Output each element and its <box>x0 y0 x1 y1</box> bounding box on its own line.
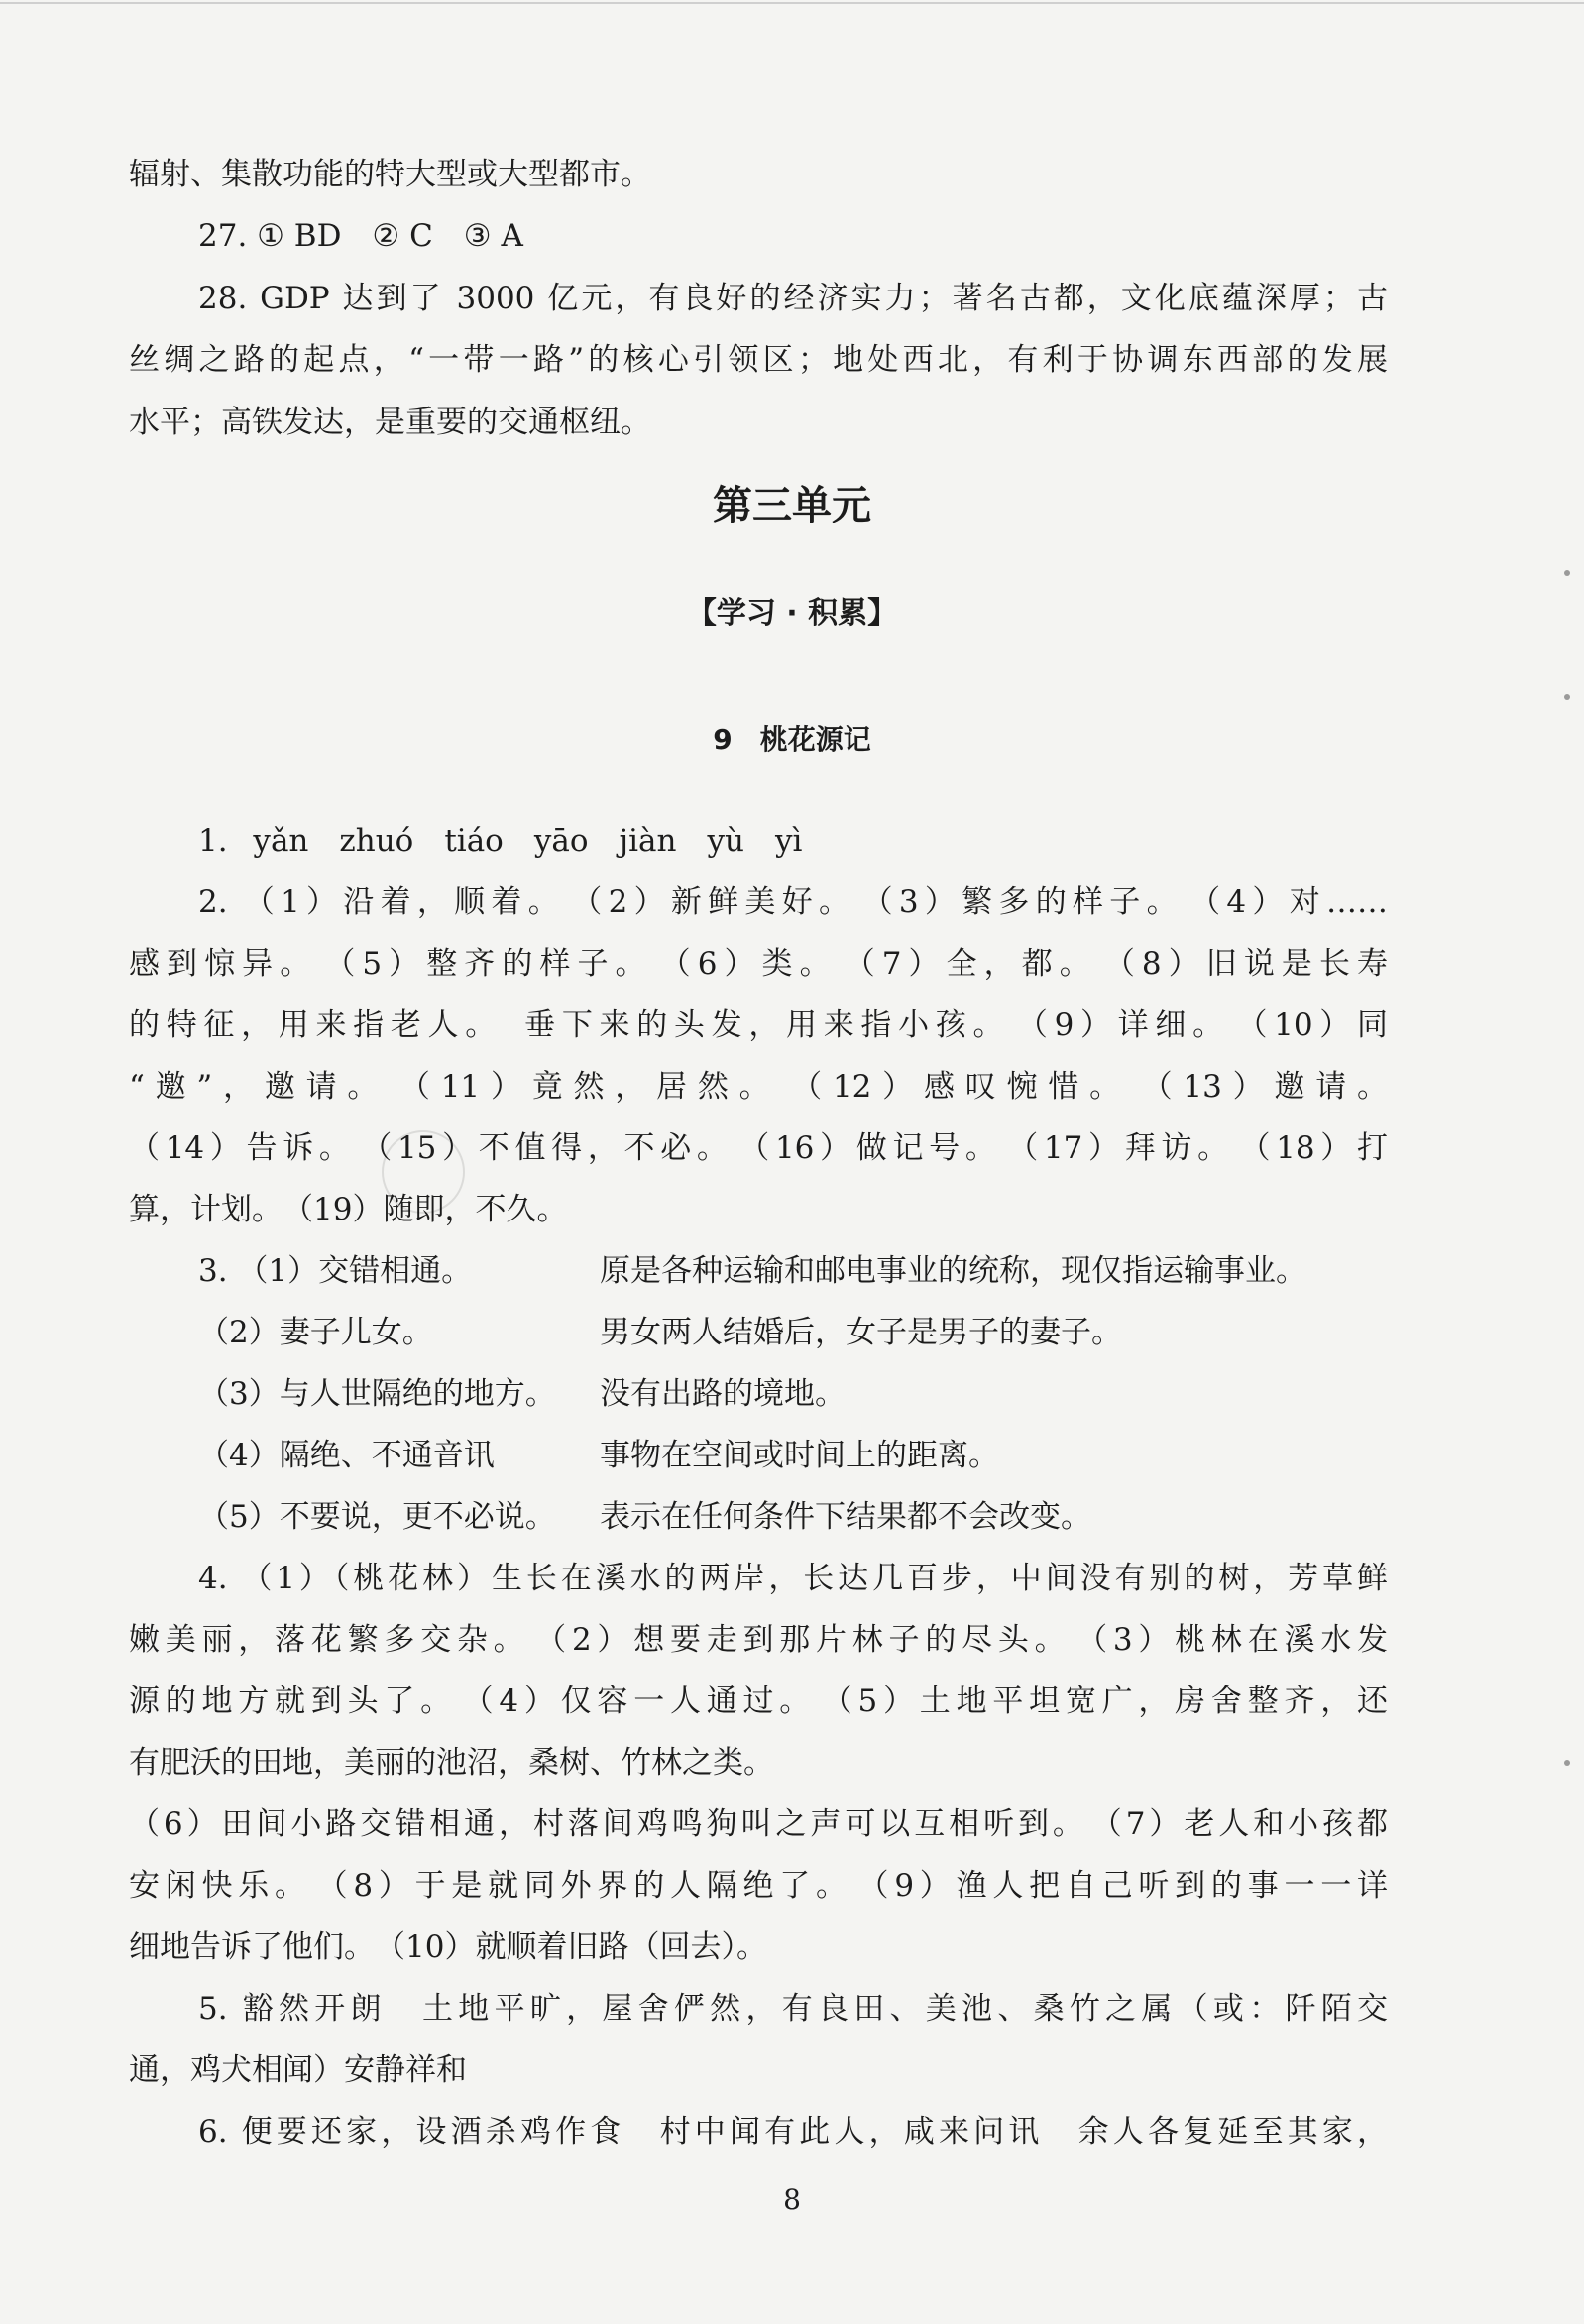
answer-3-left-4: （4）隔绝、不通音讯 <box>198 1438 495 1473</box>
answer-3-right-3: 没有出路的境地。 <box>600 1376 846 1412</box>
text-line: 辐射、集散功能的特大型或大型都市。 <box>129 157 651 192</box>
page-top-border <box>0 2 1584 4</box>
answer-4-line-2: 嫩美丽，落花繁多交杂。 （2）想要走到那片林子的尽头。 （3）桃林在溪水发 <box>129 1622 1388 1658</box>
answer-4-line-5: （6）田间小路交错相通，村落间鸡鸣狗叫之声可以互相听到。 （7）老人和小孩都 <box>129 1806 1388 1842</box>
watermark-icon <box>466 1596 704 1685</box>
answer-28-line-2: 丝绸之路的起点，“一带一路”的核心引领区；地处西北，有利于协调东西部的发展 <box>129 342 1388 378</box>
scan-dot-icon <box>1564 1760 1570 1766</box>
answer-4-line-1: 4. （1）（桃花林）生长在溪水的两岸，长达几百步，中间没有别的树，芳草鲜 <box>198 1561 1388 1596</box>
answer-5-line-1: 5. 豁然开朗 土地平旷，屋舍俨然，有良田、美池、桑竹之属（或：阡陌交 <box>198 1991 1388 2027</box>
answer-3-right-5: 表示在任何条件下结果都不会改变。 <box>600 1499 1091 1535</box>
answer-4-line-4: 有肥沃的田地，美丽的池沼，桑树、竹林之类。 <box>129 1745 774 1781</box>
answer-27: 27. ① BD ② C ③ A <box>198 218 523 254</box>
answer-3-left-1: 3. （1）交错相通。 <box>198 1253 473 1289</box>
scan-dot-icon <box>1564 694 1570 700</box>
answer-2-line-2: 感到惊异。 （5）整齐的样子。 （6）类。 （7）全，都。 （8）旧说是长寿 <box>129 946 1388 982</box>
answer-2-line-6: 算，计划。 （19）随即，不久。 <box>129 1192 568 1227</box>
answer-2-line-1: 2. （1）沿着，顺着。 （2）新鲜美好。 （3）繁多的样子。 （4）对…… <box>198 884 1388 920</box>
answer-3-left-3: （3）与人世隔绝的地方。 <box>198 1376 556 1412</box>
answer-3-right-2: 男女两人结婚后，女子是男子的妻子。 <box>600 1315 1122 1350</box>
section-title: 【学习 · 积累】 <box>686 596 898 631</box>
answer-4-line-7: 细地告诉了他们。 （10）就顺着旧路（回去）。 <box>129 1929 767 1965</box>
answer-4-line-6: 安闲快乐。 （8）于是就同外界的人隔绝了。 （9）渔人把自己听到的事一一详 <box>129 1868 1388 1904</box>
answer-3-left-2: （2）妻子儿女。 <box>198 1315 433 1350</box>
lesson-title: 9 桃花源记 <box>713 723 871 755</box>
answer-2-line-3: 的特征，用来指老人。 垂下来的头发，用来指小孩。 （9）详细。 （10）同 <box>129 1007 1388 1043</box>
answer-5-line-2: 通，鸡犬相闻）安静祥和 <box>129 2052 467 2088</box>
answer-3-right-4: 事物在空间或时间上的距离。 <box>600 1438 999 1473</box>
answer-2-line-4: “邀”，邀请。 （11）竟然，居然。 （12）感叹惋惜。 （13）邀请。 <box>129 1069 1388 1104</box>
unit-title: 第三单元 <box>713 483 871 528</box>
answer-6-line-1: 6. 便要还家，设酒杀鸡作食 村中闻有此人，咸来问讯 余人各复延至其家， <box>198 2114 1388 2150</box>
answer-28-line-1: 28. GDP 达到了 3000 亿元，有良好的经济实力；著名古都，文化底蕴深厚；古 <box>198 281 1388 316</box>
page-number: 8 <box>783 2183 801 2216</box>
scan-dot-icon <box>1564 570 1570 576</box>
answer-1-pinyin: 1. yǎn zhuó tiáo yāo jiàn yù yì <box>198 823 803 859</box>
watermark-icon <box>357 1864 595 1953</box>
answer-2-line-5: （14）告诉。 （15）不值得，不必。 （16）做记号。 （17）拜访。 （18）打 <box>129 1130 1388 1166</box>
watermark-stamp-icon <box>382 1130 465 1214</box>
answer-3-right-1: 原是各种运输和邮电事业的统称，现仅指运输事业。 <box>600 1253 1306 1289</box>
answer-4-line-3: 源的地方就到头了。 （4）仅容一人通过。 （5）土地平坦宽广，房舍整齐，还 <box>129 1684 1388 1719</box>
answer-3-left-5: （5）不要说，更不必说。 <box>198 1499 556 1535</box>
answer-28-line-3: 水平；高铁发达，是重要的交通枢纽。 <box>129 405 651 440</box>
